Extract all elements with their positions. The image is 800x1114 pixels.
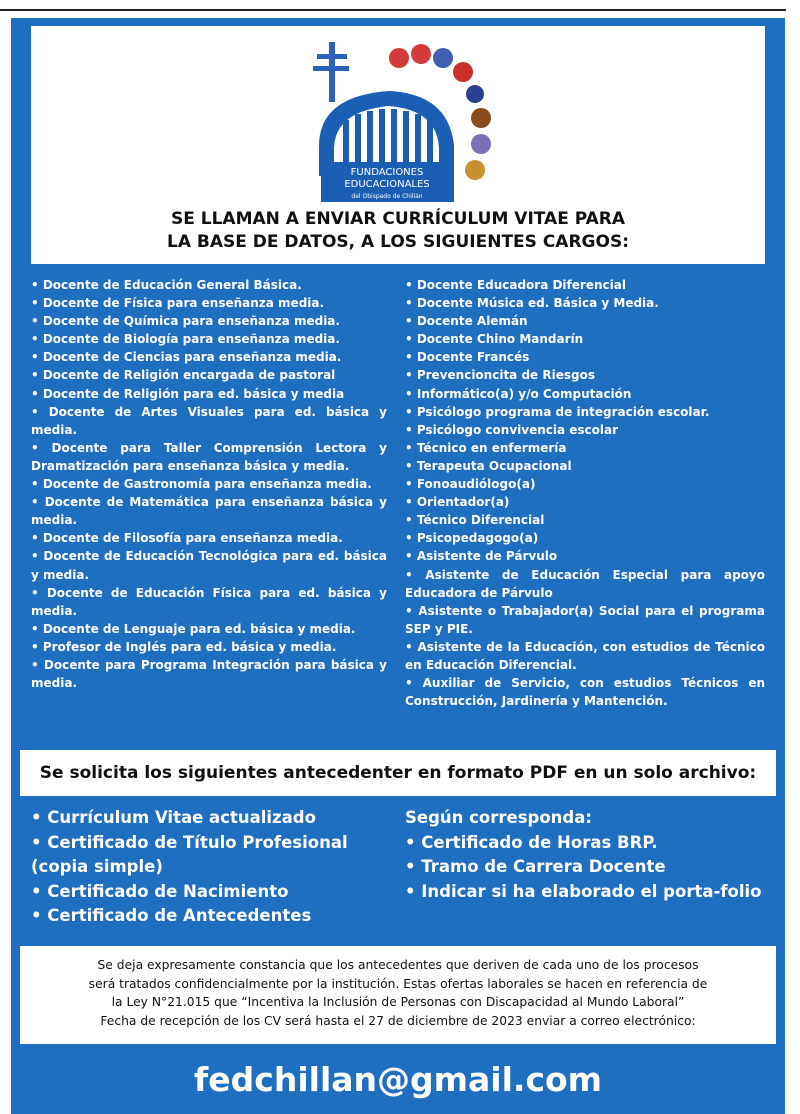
- documents-left-column: [31, 806, 391, 929]
- position-item: • Docente de Química para enseñanza media.: [31, 314, 340, 329]
- request-panel: [20, 750, 776, 796]
- notice-line-2: será tratados confidencialmente por la institución. Estas ofertas laborales se hacen en referencia de: [88, 976, 708, 991]
- badge-5: [466, 85, 484, 103]
- position-item: • Informático(a) y/o Computación: [405, 386, 632, 401]
- badge-6: [471, 108, 491, 128]
- position-item: • Profesor de Inglés para ed. básica y media.: [31, 639, 337, 654]
- badge-4: [453, 62, 473, 82]
- contact-email[interactable]: fedchillan@gmail.com: [193, 1060, 603, 1099]
- position-item: • Orientador(a): [405, 495, 510, 510]
- badge-7: [471, 134, 491, 154]
- logo-text-1: FUNDACIONES: [350, 167, 424, 178]
- position-item: • Terapeuta Ocupacional: [405, 458, 572, 473]
- badge-8: [465, 160, 485, 180]
- position-item: • Asistente de la Educación, con estudios de Técnico en Educación Diferencial.: [405, 639, 765, 672]
- request-text: Se solicita los siguientes antecedenter en formato PDF en un solo archivo:: [39, 763, 757, 783]
- position-item: • Auxiliar de Servicio, con estudios Técnicos en Construcción, Jardinería y Mantención.: [405, 676, 765, 709]
- positions-section: [31, 276, 765, 736]
- logo-text-3: del Obispado de Chillán: [351, 193, 423, 200]
- document-item: • Tramo de Carrera Docente: [405, 857, 666, 876]
- document-item: • Currículum Vitae actualizado: [31, 808, 316, 827]
- headline-line-1: SE LLAMAN A ENVIAR CURRÍCULUM VITAE PARA: [170, 209, 626, 229]
- position-item: • Docente de Ciencias para enseñanza media.: [31, 350, 342, 365]
- position-item: • Docente de Religión para ed. básica y media: [31, 386, 345, 401]
- top-rule: [0, 9, 786, 11]
- position-item: • Psicopedagogo(a): [405, 531, 539, 546]
- header-panel: [31, 26, 765, 264]
- position-item: • Docente Educadora Diferencial: [405, 278, 626, 292]
- position-item: • Docente Alemán: [405, 314, 528, 329]
- position-item: • Docente Música ed. Básica y Media.: [405, 296, 659, 311]
- headline-line-2: LA BASE DE DATOS, A LOS SIGUIENTES CARGOS:: [166, 232, 629, 252]
- document-item: • Certificado de Nacimiento: [31, 881, 289, 901]
- position-item: • Docente de Matemática para enseñanza básica y media.: [31, 495, 387, 528]
- position-item: • Docente de Educación General Básica.: [31, 278, 302, 292]
- position-item: • Docente de Lenguaje para ed. básica y media.: [31, 621, 356, 636]
- position-item: • Docente de Física para enseñanza media.: [31, 296, 325, 311]
- position-item: • Psicólogo programa de integración escolar.: [405, 404, 710, 419]
- document-item: • Indicar si ha elaborado el porta-folio: [405, 881, 762, 901]
- positions-right-column: [405, 276, 765, 710]
- position-item: • Asistente de Párvulo: [405, 549, 558, 564]
- position-item: • Docente de Biología para enseñanza media.: [31, 332, 340, 347]
- position-item: • Docente Chino Mandarín: [405, 332, 584, 347]
- badge-2: [411, 44, 431, 64]
- documents-right-items: [405, 831, 765, 905]
- position-item: • Prevencioncita de Riesgos: [405, 368, 595, 383]
- cross-vertical: [329, 42, 335, 102]
- position-item: • Docente de Artes Visuales para ed. básica y media.: [31, 404, 387, 437]
- position-item: • Asistente o Trabajador(a) Social para el programa SEP y PIE.: [405, 603, 765, 636]
- positions-left-column: [31, 276, 387, 692]
- position-item: • Docente de Religión encargada de pastoral: [31, 368, 336, 383]
- position-item: • Docente de Filosofía para enseñanza media.: [31, 531, 343, 546]
- position-item: • Técnico en enfermería: [405, 440, 567, 455]
- position-item: • Psicólogo convivencia escolar: [405, 422, 619, 437]
- notice-text: [28, 956, 768, 1030]
- notice-line-4: Fecha de recepción de los CV será hasta el 27 de diciembre de 2023 enviar a correo electrónico:: [100, 1013, 696, 1028]
- notice-panel: [20, 946, 776, 1044]
- cross-horizontal-2: [313, 66, 349, 71]
- badge-1: [389, 48, 409, 68]
- notice-line-1: Se deja expresamente constancia que los antecedentes que deriven de cada uno de los procesos: [97, 958, 699, 972]
- fundaciones-logo: [299, 36, 509, 206]
- documents-right-column: [405, 806, 765, 904]
- cross-horizontal: [317, 54, 347, 59]
- notice-line-3: la Ley N°21.015 que “Incentiva la Inclusión de Personas con Discapacidad al Mundo Laboral”: [111, 995, 685, 1010]
- position-item: • Docente de Educación Física para ed. básica y media.: [31, 585, 387, 618]
- position-item: • Fonoaudiólogo(a): [405, 477, 536, 492]
- headline: [31, 208, 765, 254]
- position-item: • Docente Francés: [405, 350, 530, 365]
- position-item: • Asistente de Educación Especial para apoyo Educadora de Párvulo: [405, 567, 765, 600]
- position-item: • Técnico Diferencial: [405, 513, 545, 528]
- position-item: • Docente de Educación Tecnológica para ed. básica y media.: [31, 549, 387, 582]
- logo-text-2: EDUCACIONALES: [344, 179, 430, 190]
- document-item: • Certificado de Título Profesional (copia simple): [31, 832, 348, 876]
- job-flyer: [11, 18, 785, 1114]
- badge-3: [433, 48, 453, 68]
- position-item: • Docente de Gastronomía para enseñanza media.: [31, 477, 372, 492]
- document-item: • Certificado de Antecedentes: [31, 906, 312, 925]
- position-item: • Docente para Taller Comprensión Lectora y Dramatización para enseñanza básica y media.: [31, 440, 387, 473]
- position-item: • Docente para Programa Integración para básica y media.: [31, 657, 387, 691]
- documents-section: [31, 806, 765, 936]
- documents-right-heading: Según corresponda:: [405, 808, 592, 827]
- document-item: • Certificado de Horas BRP.: [405, 832, 658, 852]
